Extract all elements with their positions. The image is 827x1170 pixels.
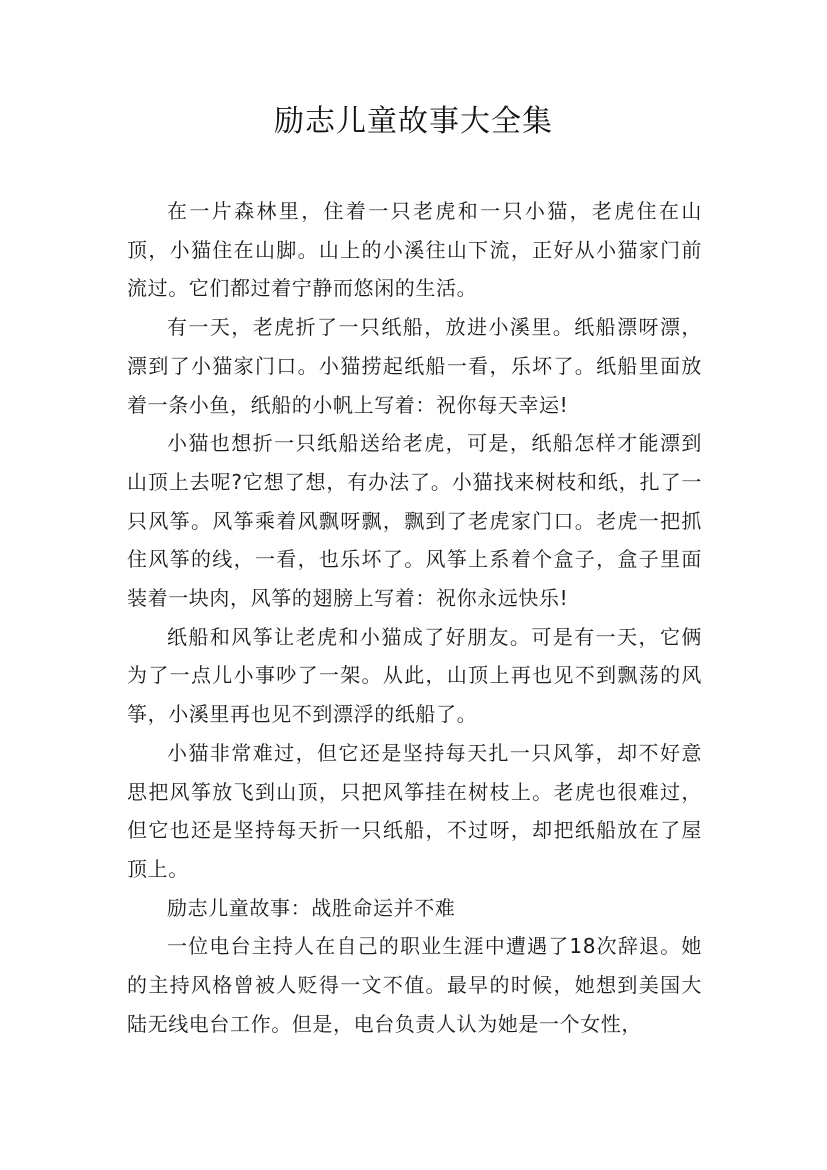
paragraph: 在一片森林里，住着一只老虎和一只小猫，老虎住在山顶，小猫住在山脚。山上的小溪往山下流，正好从小猫家门前流过。它们都过着宁静而悠闲的生活。 xyxy=(127,199,702,301)
section-heading: 励志儿童故事：战胜命运并不难 xyxy=(167,895,456,920)
paragraph: 小猫非常难过，但它还是坚持每天扎一只风筝，却不好意思把风筝放飞到山顶，只把风筝挂在树枝上。老虎也很难过，但它也还是坚持每天折一只纸船，不过呀，却把纸船放在了屋顶上。 xyxy=(127,740,702,881)
paragraph: 一位电台主持人在自己的职业生涯中遭遇了18次辞退。她的主持风格曾被人贬得一文不值。最早的时候，她想到美国大陆无线电台工作。但是，电台负责人认为她是一个女性， xyxy=(127,934,702,1036)
document-title: 励志儿童故事大全集 xyxy=(274,104,553,139)
paragraph: 小猫也想折一只纸船送给老虎，可是，纸船怎样才能漂到山顶上去呢?它想了想，有办法了。小猫找来树枝和纸，扎了一只风筝。风筝乘着风飘呀飘，飘到了老虎家门口。老虎一把抓住风筝的线，一看，也乐坏了。风筝上系着个盒子，盒子里面装着一块肉，风筝的翅膀上写着：祝你永远快乐! xyxy=(127,431,702,611)
paragraph: 纸船和风筝让老虎和小猫成了好朋友。可是有一天，它俩为了一点儿小事吵了一架。从此，山顶上再也见不到飘荡的风筝，小溪里再也见不到漂浮的纸船了。 xyxy=(127,624,702,727)
paragraph: 有一天，老虎折了一只纸船，放进小溪里。纸船漂呀漂，漂到了小猫家门口。小猫捞起纸船一看，乐坏了。纸船里面放着一条小鱼，纸船的小帆上写着：祝你每天幸运! xyxy=(127,315,702,417)
document-body xyxy=(127,192,702,1043)
